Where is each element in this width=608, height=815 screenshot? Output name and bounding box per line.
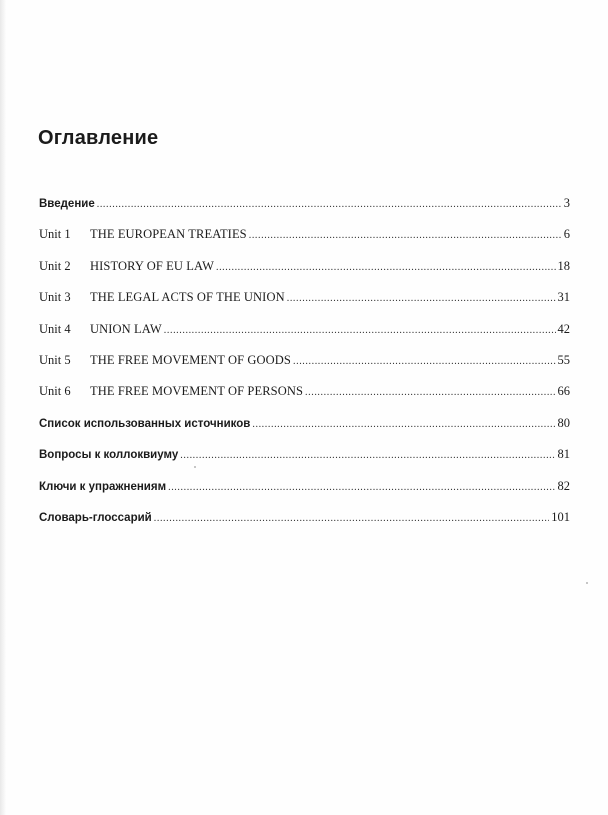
toc-page-number: 3 <box>563 196 570 210</box>
toc-entry-introduction <box>39 188 570 219</box>
dot-leader <box>216 252 556 283</box>
toc-page-number: 42 <box>557 321 570 336</box>
toc-unit-number: Unit 2 <box>39 258 71 273</box>
toc-entry-label: UNION LAW <box>90 321 162 336</box>
page-edge-shadow <box>0 0 6 815</box>
toc-page-number: 55 <box>557 352 570 367</box>
print-speck <box>586 582 588 584</box>
toc-entry-label: Словарь-глоссарий <box>39 511 152 524</box>
toc-entry-label: Ключи к упражнениям <box>39 480 167 493</box>
toc-entry-glossary <box>39 502 570 533</box>
dot-leader <box>180 440 555 471</box>
toc-unit-number: Unit 4 <box>39 321 71 336</box>
toc-entry-unit-5 <box>39 345 570 376</box>
dot-leader <box>164 315 556 346</box>
toc-page-number: 82 <box>557 478 570 493</box>
dot-leader <box>168 472 555 503</box>
toc-page-number: 31 <box>557 290 570 305</box>
table-of-contents <box>39 188 570 533</box>
toc-entry-label: THE EUROPEAN TREATIES <box>90 227 247 242</box>
dot-leader <box>252 409 555 440</box>
toc-entry-label: THE LEGAL ACTS OF THE UNION <box>90 290 285 305</box>
toc-unit-number: Unit 5 <box>39 352 71 367</box>
dot-leader <box>305 377 555 408</box>
toc-entry-label: THE FREE MOVEMENT OF PERSONS <box>90 384 304 399</box>
toc-entry-label: Список использованных источников <box>39 417 251 430</box>
print-speck <box>194 466 196 468</box>
toc-page-number: 18 <box>557 258 570 273</box>
toc-unit-number: Unit 3 <box>39 290 71 305</box>
toc-entry-label: Вопросы к коллоквиуму <box>39 449 179 462</box>
dot-leader <box>293 346 556 377</box>
dot-leader <box>154 503 550 534</box>
toc-page-number: 6 <box>563 227 570 242</box>
toc-entry-colloquium-questions <box>39 439 570 470</box>
toc-unit-number: Unit 1 <box>39 227 71 242</box>
toc-entry-label: HISTORY OF EU LAW <box>90 258 214 273</box>
toc-page-number: 80 <box>557 415 570 430</box>
toc-entry-unit-1 <box>39 219 570 250</box>
toc-entry-label: THE FREE MOVEMENT OF GOODS <box>90 352 291 367</box>
toc-entry-unit-2 <box>39 251 570 282</box>
toc-page-number: 101 <box>551 509 570 524</box>
dot-leader <box>97 189 562 220</box>
toc-entry-unit-3 <box>39 282 570 313</box>
dot-leader <box>287 283 556 314</box>
toc-unit-number: Unit 6 <box>39 384 71 399</box>
toc-page-number: 66 <box>557 384 570 399</box>
toc-entry-unit-4 <box>39 314 570 345</box>
toc-entry-label: Введение <box>39 198 95 210</box>
toc-entry-answer-keys <box>39 471 570 502</box>
toc-title: Оглавление <box>38 127 159 149</box>
toc-entry-unit-6 <box>39 376 570 407</box>
toc-page-number: 81 <box>557 447 570 462</box>
dot-leader <box>249 220 562 251</box>
toc-entry-sources <box>39 408 570 439</box>
